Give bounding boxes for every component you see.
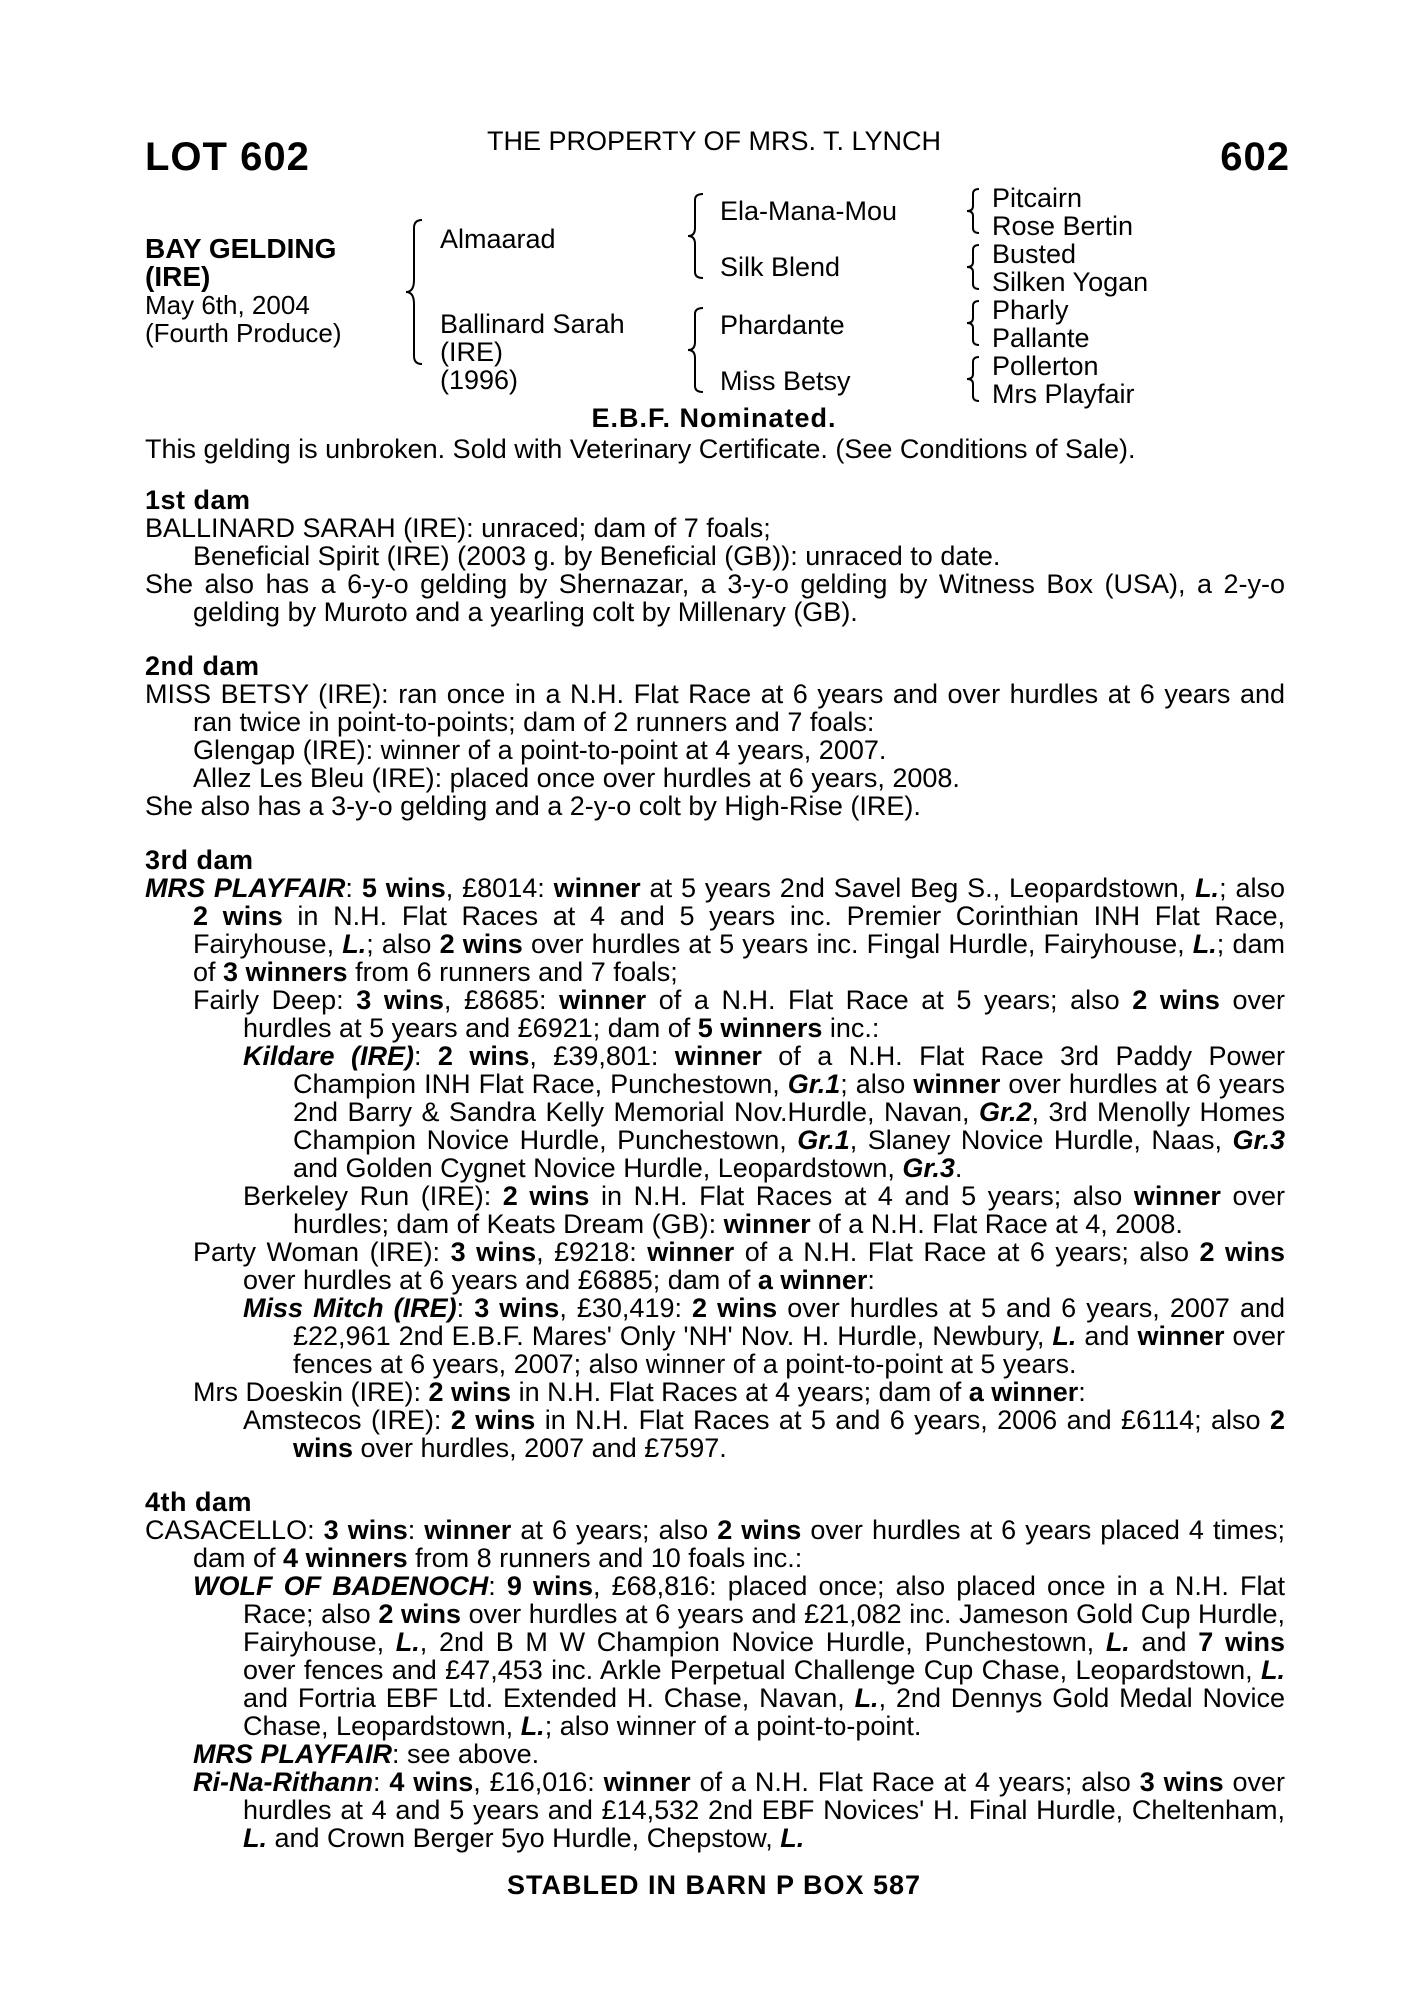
produce-berkeley-run: Berkeley Run (IRE): 2 wins in N.H. Flat Races at 4 and 5 years; also winner over hurdles; dam of Keats Dream (GB): winner of a N.H. Flat Race at 4, 2008. <box>243 1181 1286 1239</box>
second-dam-produce-2: Allez Les Bleu (IRE): placed once over hurdles at 6 years, 2008. <box>193 763 960 793</box>
fourth-dam-section <box>145 1488 1285 1852</box>
pedigree-dam <box>440 310 625 394</box>
catalogue-body <box>145 486 1285 1852</box>
produce-wolf-of-badenoch: WOLF OF BADENOCH: 9 wins, £68,816: placed once; also placed once in a N.H. Flat Race; also 2 wins over hurdles at 6 years and £21,082 inc. Jameson Gold Cup Hurdle, Fairyhouse, L., 2nd B M W Champion Novice Hurdle, Punchestown, L. and 7 wins over fences and £47,453 inc. Arkle Perpetual Challenge Cup Chase, Leopardstown, L. and Fortria EBF Ltd. Extended H. Chase, Navan, L., 2nd Dennys Gold Medal Novice Chase, Leopardstown, L.; also winner of a point-to-point. <box>193 1571 1285 1741</box>
second-dam-section <box>145 652 1285 820</box>
stabled-location: STABLED IN BARN P BOX 587 <box>506 1870 922 1900</box>
pedigree-ddd: Mrs Playfair <box>992 379 1135 409</box>
fourth-dam-line: CASACELLO: 3 wins: winner at 6 years; also 2 wins over hurdles at 6 years placed 4 times; dam of 4 winners from 8 runners and 10 foals inc.: <box>145 1515 1285 1573</box>
pedigree-dam-year: (1996) <box>440 365 519 395</box>
produce-party-woman: Party Woman (IRE): 3 wins, £9218: winner of a N.H. Flat Race at 6 years; also 2 wins over hurdles at 6 years and £6885; dam of a winner: <box>193 1237 1286 1295</box>
pedigree-dam-country: (IRE) <box>440 337 503 367</box>
pedigree-sdd: Silken Yogan <box>992 267 1149 297</box>
second-dam-line: MISS BETSY (IRE): ran once in a N.H. Flat Race at 6 years and over hurdles at 6 years and ran twice in point-to-points; dam of 2 runners and 7 foals: <box>145 679 1285 737</box>
horse-sex: BAY GELDING <box>145 233 337 264</box>
produce-fairly-deep: Fairly Deep: 3 wins, £8685: winner of a N.H. Flat Race at 5 years; also 2 wins over hurdles at 5 years and £6921; dam of 5 winners inc.: <box>193 985 1285 1043</box>
pedigree-brace-2 <box>683 188 709 284</box>
produce-kildare: Kildare (IRE): 2 wins, £39,801: winner of a N.H. Flat Race 3rd Paddy Power Champion INH Flat Race, Punchestown, Gr.1; also winner over hurdles at 6 years 2nd Barry & Sandra Kelly Memorial Nov.Hurdle, Navan, Gr.2, 3rd Menolly Homes Champion Novice Hurdle, Punchestown, Gr.1, Slaney Novice Hurdle, Naas, Gr.3 and Golden Cygnet Novice Hurdle, Leopardstown, Gr.3. <box>243 1041 1286 1183</box>
ebf-nominated: E.B.F. Nominated. <box>591 403 837 433</box>
pedigree-dsd: Pallante <box>992 323 1090 353</box>
third-dam-line: MRS PLAYFAIR: 5 wins, £8014: winner at 5 years 2nd Savel Beg S., Leopardstown, L.; also 2 wins in N.H. Flat Races at 4 and 5 years inc. Premier Corinthian INH Flat Race, Fairyhouse, L.; also 2 wins over hurdles at 5 years inc. Fingal Hurdle, Fairyhouse, L.; dam of 3 winners from 6 runners and 7 foals; <box>145 873 1285 987</box>
pedigree-brace-1 <box>400 212 430 372</box>
pedigree-sss: Pitcairn <box>992 183 1083 213</box>
first-dam-section <box>145 486 1285 626</box>
horse-country: (IRE) <box>145 261 211 292</box>
first-dam-heading: 1st dam <box>145 485 251 515</box>
produce-mrs-doeskin: Mrs Doeskin (IRE): 2 wins in N.H. Flat Races at 4 years; dam of a winner: <box>193 1377 1086 1407</box>
pedigree-sire-sire: Ela-Mana-Mou <box>720 196 898 226</box>
second-dam-produce-1: Glengap (IRE): winner of a point-to-point at 4 years, 2007. <box>193 735 887 765</box>
third-dam-section <box>145 846 1285 1462</box>
fourth-dam-heading: 4th dam <box>145 1487 253 1517</box>
pedigree-dam-name: Ballinard Sarah <box>440 309 625 339</box>
first-dam-produce: Beneficial Spirit (IRE) (2003 g. by Beneficial (GB)): unraced to date. <box>193 541 1001 571</box>
pedigree-brace-7 <box>962 353 984 405</box>
lot-label: LOT 602 <box>145 135 310 179</box>
pedigree-dam-dam: Miss Betsy <box>720 366 851 396</box>
produce-ri-na-rithann: Ri-Na-Rithann: 4 wins, £16,016: winner of a N.H. Flat Race at 4 years; also 3 wins over hurdles at 4 and 5 years and £14,532 2nd EBF Novices' H. Final Hurdle, Cheltenham, L. and Crown Berger 5yo Hurdle, Chepstow, L. <box>193 1767 1286 1853</box>
pedigree-brace-3 <box>683 302 709 398</box>
produce-mrs-playfair: MRS PLAYFAIR: see above. <box>193 1739 540 1769</box>
first-dam-line: BALLINARD SARAH (IRE): unraced; dam of 7 foals; <box>145 513 771 543</box>
pedigree-sire: Almaarad <box>440 224 556 254</box>
second-dam-heading: 2nd dam <box>145 651 260 681</box>
horse-description <box>145 235 342 347</box>
produce-miss-mitch: Miss Mitch (IRE): 3 wins, £30,419: 2 wins over hurdles at 5 and 6 years, 2007 and £22,961 2nd E.B.F. Mares' Only 'NH' Nov. H. Hurdle, Newbury, L. and winner over fences at 6 years, 2007; also winner of a point-to-point at 5 years. <box>243 1293 1286 1379</box>
pedigree-ssd: Rose Bertin <box>992 211 1134 241</box>
produce-amstecos: Amstecos (IRE): 2 wins in N.H. Flat Races at 5 and 6 years, 2006 and £6114; also 2 wins over hurdles, 2007 and £7597. <box>243 1405 1286 1463</box>
pedigree-sire-dam: Silk Blend <box>720 252 841 282</box>
second-dam-also: She also has a 3-y-o gelding and a 2-y-o colt by High-Rise (IRE). <box>145 791 921 821</box>
pedigree-dam-sire: Phardante <box>720 310 845 340</box>
horse-produce: (Fourth Produce) <box>145 318 342 348</box>
pedigree-brace-6 <box>962 297 984 349</box>
pedigree-brace-4 <box>962 185 984 237</box>
pedigree-dds: Pollerton <box>992 351 1099 381</box>
pedigree-sds: Busted <box>992 239 1077 269</box>
lot-number: 602 <box>1220 135 1290 179</box>
third-dam-heading: 3rd dam <box>145 845 254 875</box>
conditions-line: This gelding is unbroken. Sold with Veterinary Certificate. (See Conditions of Sale). <box>145 434 1136 464</box>
horse-dob: May 6th, 2004 <box>145 290 310 320</box>
pedigree-brace-5 <box>962 241 984 293</box>
first-dam-also: She also has a 6-y-o gelding by Shernazar, a 3-y-o gelding by Witness Box (USA), a 2-y-o gelding by Muroto and a yearling colt by Millenary (GB). <box>145 569 1285 627</box>
property-line: THE PROPERTY OF MRS. T. LYNCH <box>486 126 942 156</box>
pedigree-dss: Pharly <box>992 295 1069 325</box>
